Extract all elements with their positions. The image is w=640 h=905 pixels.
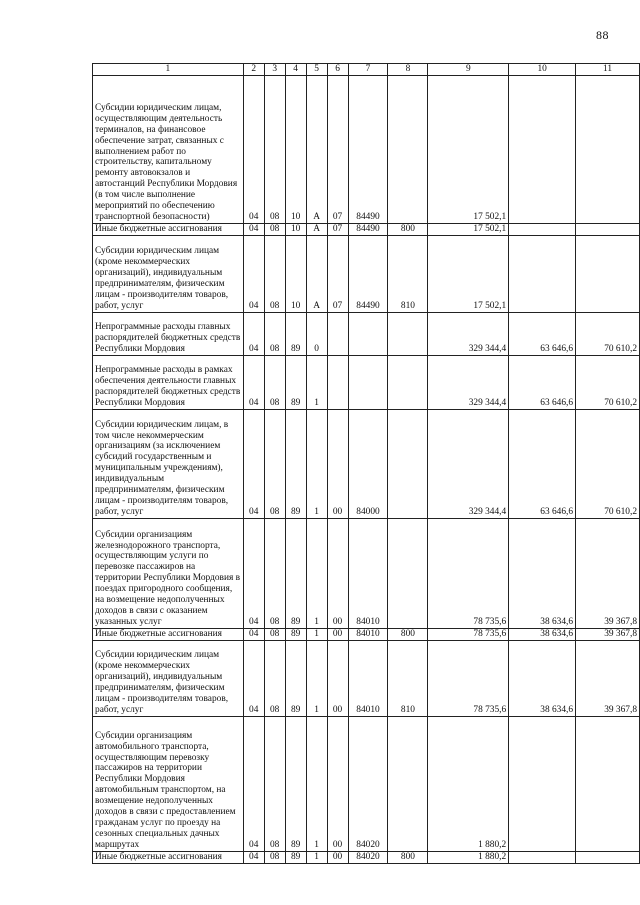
cell-direction: 84010: [348, 518, 388, 628]
cell-sum-2023: 39 367,8: [576, 518, 640, 628]
cell-name: Субсидии юридическим лицам, осуществляющим деятельность терминалов, на финансовое обеспечение затрат, связанных с выполнением работ по строительству, капитальному ремонту автовокзалов и автостанций Республики Мордовия (в том числе выполнение мероприятий по обеспечению транспортной безопасности): [93, 75, 244, 223]
cell-direction: 84020: [348, 716, 388, 851]
cell-sum-2021: 329 344,4: [428, 409, 509, 518]
cell-expense-type: 800: [388, 628, 428, 640]
cell-name: Непрограммные расходы главных распорядителей бюджетных средств Республики Мордовия: [93, 312, 244, 355]
header-cell-7: 7: [348, 64, 388, 76]
cell-sum-2022: 38 634,6: [509, 518, 576, 628]
cell-subsection: 08: [264, 235, 285, 312]
header-cell-10: 10: [509, 64, 576, 76]
cell-sum-2023: 70 610,2: [576, 409, 640, 518]
cell-sum-2021: 329 344,4: [428, 355, 509, 409]
cell-subprogram: 1: [306, 409, 327, 518]
cell-sum-2023: 39 367,8: [576, 628, 640, 640]
cell-section: 04: [243, 312, 264, 355]
cell-section: 04: [243, 223, 264, 235]
header-cell-6: 6: [327, 64, 348, 76]
cell-sum-2021: 1 880,2: [428, 851, 509, 863]
cell-subprogram: 1: [306, 640, 327, 716]
cell-program: 89: [285, 518, 306, 628]
cell-event: 07: [327, 235, 348, 312]
table-row: [93, 851, 640, 863]
cell-sum-2021: 78 735,6: [428, 518, 509, 628]
cell-sum-2022: 38 634,6: [509, 640, 576, 716]
cell-program: 89: [285, 312, 306, 355]
cell-sum-2022: [509, 223, 576, 235]
cell-sum-2021: 329 344,4: [428, 312, 509, 355]
table-row: [93, 628, 640, 640]
cell-program: 89: [285, 851, 306, 863]
cell-subsection: 08: [264, 75, 285, 223]
cell-direction: 84010: [348, 640, 388, 716]
table-header-row: [93, 64, 640, 76]
cell-name: Иные бюджетные ассигнования: [93, 223, 244, 235]
cell-sum-2023: [576, 716, 640, 851]
cell-sum-2022: 63 646,6: [509, 355, 576, 409]
cell-sum-2022: 38 634,6: [509, 628, 576, 640]
cell-sum-2021: 17 502,1: [428, 75, 509, 223]
cell-name: Субсидии юридическим лицам, в том числе некоммерческим организациям (за исключением субсидий государственным и муниципальным учреждениям), индивидуальным предпринимателям, физическим лицам - производителям товаров, работ, услуг: [93, 409, 244, 518]
table-row: [93, 518, 640, 628]
cell-direction: 84020: [348, 851, 388, 863]
cell-section: 04: [243, 235, 264, 312]
cell-expense-type: [388, 409, 428, 518]
cell-section: 04: [243, 716, 264, 851]
header-cell-3: 3: [264, 64, 285, 76]
table-row: [93, 75, 640, 223]
cell-event: 00: [327, 851, 348, 863]
cell-sum-2023: [576, 851, 640, 863]
cell-expense-type: [388, 355, 428, 409]
table-row: [93, 355, 640, 409]
header-cell-5: 5: [306, 64, 327, 76]
cell-sum-2023: 70 610,2: [576, 312, 640, 355]
cell-direction: 84490: [348, 235, 388, 312]
cell-event: 07: [327, 223, 348, 235]
cell-expense-type: [388, 518, 428, 628]
cell-sum-2023: 39 367,8: [576, 640, 640, 716]
cell-sum-2023: 70 610,2: [576, 355, 640, 409]
table-row: [93, 409, 640, 518]
cell-name: Субсидии организациям автомобильного транспорта, осуществляющим перевозку пассажиров на территории Республики Мордовия автомобильным транспортом, на возмещение недополученных доходов в связи с предоставлением гражданам услуг по проезду на сезонных специальных дачных маршрутах: [93, 716, 244, 851]
header-cell-4: 4: [285, 64, 306, 76]
cell-name: Непрограммные расходы в рамках обеспечения деятельности главных распорядителей бюджетных средств Республики Мордовия: [93, 355, 244, 409]
cell-event: 00: [327, 409, 348, 518]
cell-expense-type: 810: [388, 235, 428, 312]
cell-name: Иные бюджетные ассигнования: [93, 628, 244, 640]
cell-sum-2021: 17 502,1: [428, 235, 509, 312]
cell-direction: 84010: [348, 628, 388, 640]
cell-subsection: 08: [264, 223, 285, 235]
cell-subprogram: А: [306, 235, 327, 312]
header-cell-8: 8: [388, 64, 428, 76]
cell-sum-2021: 1 880,2: [428, 716, 509, 851]
budget-table: [92, 63, 640, 864]
cell-sum-2022: [509, 716, 576, 851]
cell-program: 89: [285, 355, 306, 409]
cell-subsection: 08: [264, 851, 285, 863]
cell-subsection: 08: [264, 409, 285, 518]
cell-sum-2022: [509, 235, 576, 312]
page-number: 88: [596, 28, 609, 42]
cell-sum-2022: [509, 75, 576, 223]
cell-expense-type: 810: [388, 640, 428, 716]
cell-expense-type: [388, 312, 428, 355]
cell-sum-2021: 17 502,1: [428, 223, 509, 235]
cell-sum-2023: [576, 75, 640, 223]
cell-expense-type: [388, 716, 428, 851]
header-cell-1: 1: [93, 64, 244, 76]
cell-direction: [348, 312, 388, 355]
cell-subprogram: 0: [306, 312, 327, 355]
cell-direction: 84490: [348, 223, 388, 235]
cell-sum-2022: [509, 851, 576, 863]
cell-section: 04: [243, 640, 264, 716]
cell-subprogram: А: [306, 75, 327, 223]
cell-program: 89: [285, 716, 306, 851]
table-row: [93, 235, 640, 312]
cell-event: 07: [327, 75, 348, 223]
cell-expense-type: 800: [388, 223, 428, 235]
table-row: [93, 640, 640, 716]
cell-subprogram: 1: [306, 716, 327, 851]
cell-program: 89: [285, 640, 306, 716]
cell-program: 10: [285, 235, 306, 312]
cell-name: Субсидии юридическим лицам (кроме некоммерческих организаций), индивидуальным предпринимателям, физическим лицам - производителям товаров, работ, услуг: [93, 235, 244, 312]
cell-section: 04: [243, 851, 264, 863]
cell-event: 00: [327, 628, 348, 640]
cell-sum-2021: 78 735,6: [428, 628, 509, 640]
cell-section: 04: [243, 409, 264, 518]
table-body: [93, 64, 640, 864]
table-row: [93, 312, 640, 355]
header-cell-9: 9: [428, 64, 509, 76]
cell-section: 04: [243, 75, 264, 223]
cell-section: 04: [243, 355, 264, 409]
cell-event: 00: [327, 716, 348, 851]
cell-sum-2022: 63 646,6: [509, 409, 576, 518]
cell-program: 89: [285, 628, 306, 640]
cell-subprogram: 1: [306, 628, 327, 640]
cell-subsection: 08: [264, 312, 285, 355]
cell-direction: 84490: [348, 75, 388, 223]
cell-expense-type: [388, 75, 428, 223]
cell-direction: [348, 355, 388, 409]
cell-sum-2023: [576, 223, 640, 235]
cell-subsection: 08: [264, 716, 285, 851]
cell-subprogram: 1: [306, 851, 327, 863]
cell-subprogram: 1: [306, 355, 327, 409]
cell-event: [327, 312, 348, 355]
cell-sum-2023: [576, 235, 640, 312]
cell-name: Субсидии организациям железнодорожного транспорта, осуществляющим услуги по перевозке пассажиров на территории Республики Мордовия в поездах пригородного сообщения, на возмещение недополученных доходов в связи с оказанием указанных услуг: [93, 518, 244, 628]
cell-section: 04: [243, 628, 264, 640]
cell-subsection: 08: [264, 518, 285, 628]
header-cell-2: 2: [243, 64, 264, 76]
cell-sum-2021: 78 735,6: [428, 640, 509, 716]
cell-subsection: 08: [264, 628, 285, 640]
cell-event: 00: [327, 518, 348, 628]
cell-subsection: 08: [264, 355, 285, 409]
cell-subprogram: 1: [306, 518, 327, 628]
cell-program: 10: [285, 75, 306, 223]
table-row: [93, 223, 640, 235]
cell-direction: 84000: [348, 409, 388, 518]
cell-program: 10: [285, 223, 306, 235]
cell-subsection: 08: [264, 640, 285, 716]
cell-sum-2022: 63 646,6: [509, 312, 576, 355]
cell-subprogram: А: [306, 223, 327, 235]
cell-name: Субсидии юридическим лицам (кроме некоммерческих организаций), индивидуальным предпринимателям, физическим лицам - производителям товаров, работ, услуг: [93, 640, 244, 716]
cell-event: [327, 355, 348, 409]
cell-program: 89: [285, 409, 306, 518]
table-row: [93, 716, 640, 851]
cell-section: 04: [243, 518, 264, 628]
header-cell-11: 11: [576, 64, 640, 76]
cell-expense-type: 800: [388, 851, 428, 863]
cell-name: Иные бюджетные ассигнования: [93, 851, 244, 863]
cell-event: 00: [327, 640, 348, 716]
